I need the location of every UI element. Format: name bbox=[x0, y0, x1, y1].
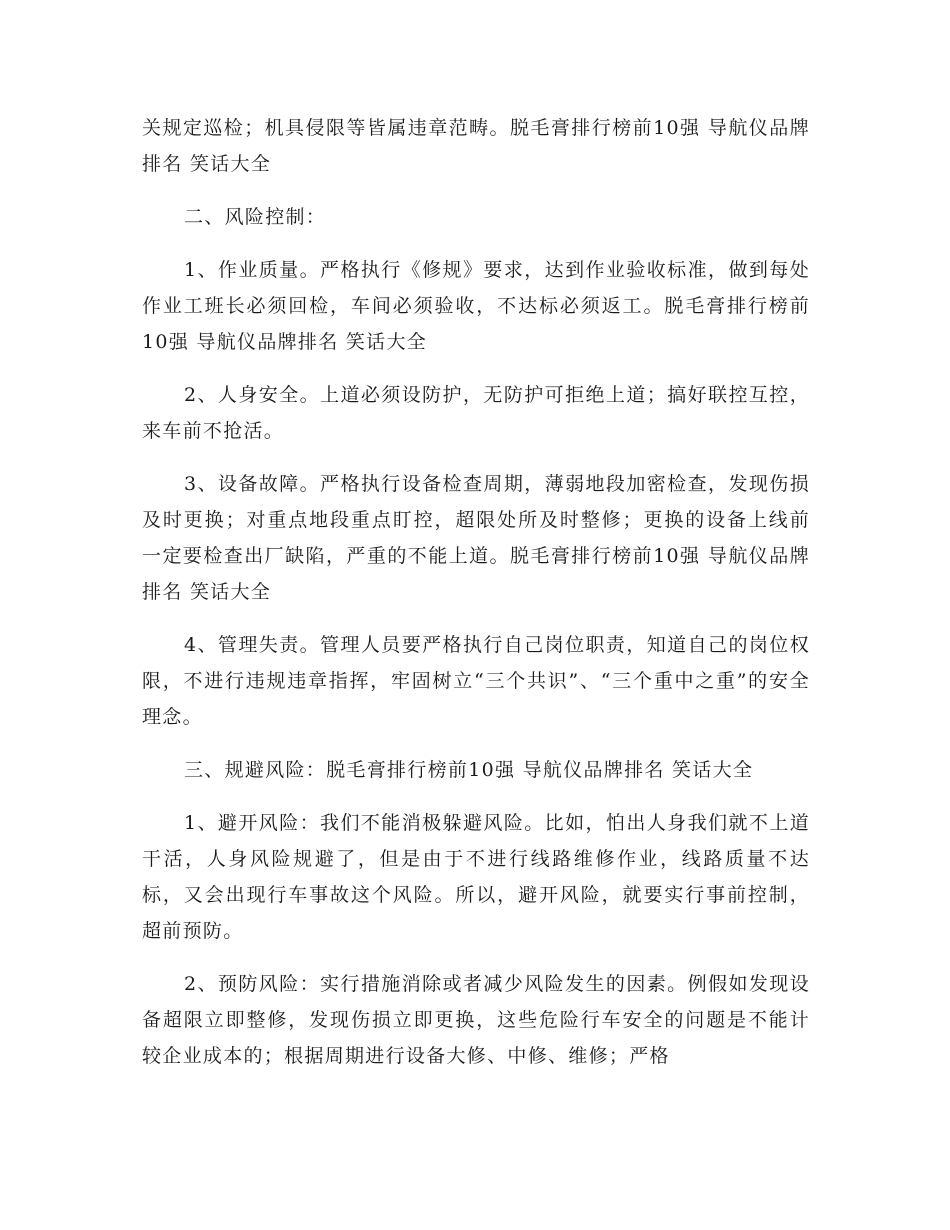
document-body bbox=[142, 110, 810, 1091]
paragraph-continuation: 关规定巡检；机具侵限等皆属违章范畴。脱毛膏排行榜前10强 导航仪品牌排名 笑话大全 bbox=[142, 117, 810, 175]
paragraph-prevent-risk: 2、预防风险：实行措施消除或者减少风险发生的因素。例假如发现设备超限立即整修，发现伤损立即更换，这些危险行车安全的问题是不能计较企业成本的；根据周期进行设备大修、中修、维修；严格 bbox=[142, 973, 810, 1067]
section-heading-risk-control: 二、风险控制： bbox=[184, 206, 327, 228]
section-heading-avoid-risk: 三、规避风险：脱毛膏排行榜前10强 导航仪品牌排名 笑话大全 bbox=[184, 759, 754, 781]
paragraph-avoid-risk: 1、避开风险：我们不能消极躲避风险。比如，怕出人身我们就不上道干活，人身风险规避了，但是由于不进行线路维修作业，线路质量不达标，又会出现行车事故这个风险。所以，避开风险，就要实行事前控制，超前预防。 bbox=[142, 812, 810, 942]
paragraph-management-duty: 4、管理失责。管理人员要严格执行自己岗位职责，知道自己的岗位权限，不进行违规违章指挥，牢固树立“三个共识”、“三个重中之重”的安全理念。 bbox=[142, 634, 810, 728]
paragraph-personal-safety: 2、人身安全。上道必须设防护，无防护可拒绝上道；搞好联控互控，来车前不抢活。 bbox=[142, 384, 810, 442]
paragraph-work-quality: 1、作业质量。严格执行《修规》要求，达到作业验收标准，做到每处作业工班长必须回检，车间必须验收，不达标必须返工。脱毛膏排行榜前10强 导航仪品牌排名 笑话大全 bbox=[142, 259, 810, 353]
paragraph-equipment-failure: 3、设备故障。严格执行设备检查周期，薄弱地段加密检查，发现伤损及时更换；对重点地段重点盯控，超限处所及时整修；更换的设备上线前一定要检查出厂缺陷，严重的不能上道。脱毛膏排行榜前10强 导航仪品牌排名 笑话大全 bbox=[142, 473, 810, 603]
